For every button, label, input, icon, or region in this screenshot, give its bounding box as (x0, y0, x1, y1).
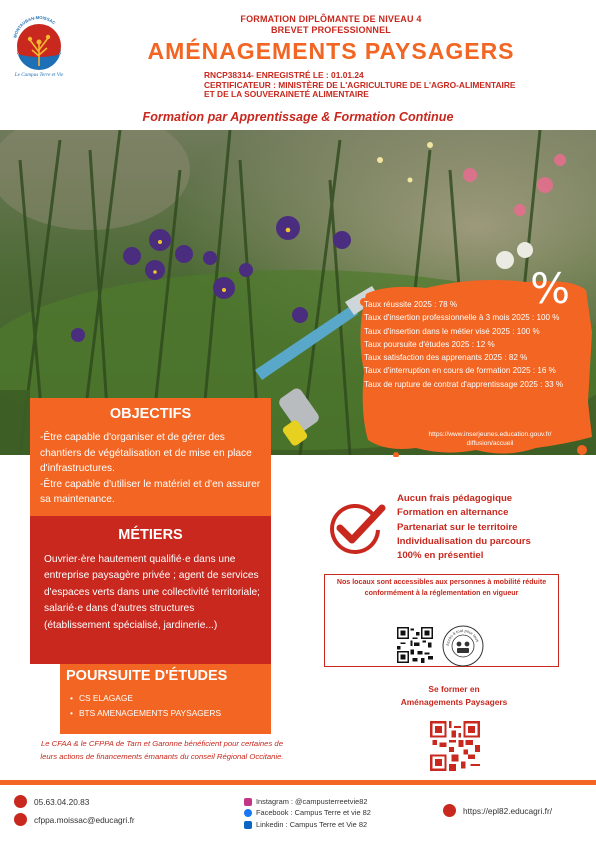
instagram-icon (244, 798, 252, 806)
logo-arc-text: MONTAUBAN-MOISSAC (12, 14, 57, 39)
poursuite-section (60, 664, 271, 734)
stats-list (364, 298, 590, 391)
phone-contact[interactable] (14, 795, 89, 808)
stats-panel (356, 264, 592, 457)
certificateur-line-1: CERTIFICATEUR : MINISTÈRE DE L'AGRICULTURE DE L'AGRO-ALIMENTAIRE (204, 79, 516, 90)
logo-bottom-text: Le Campus Terre et Vie (14, 72, 64, 78)
qr-code-icon[interactable] (397, 627, 433, 663)
level-line-1: FORMATION DIPLÔMANTE DE NIVEAU 4 (240, 14, 422, 24)
funding-note-line-1: Le CFAA & le CFPPA de Tarn et Garonne bénéficient pour certaines de (40, 739, 283, 748)
feature-item: Partenariat sur le territoire (397, 521, 518, 533)
header (96, 14, 566, 65)
metiers-section (30, 516, 271, 664)
subtitle: Formation par Apprentissage & Formation Continue (142, 110, 454, 124)
certificateur-line-2: ET DE LA SOUVERAINETÉ ALIMENTAIRE (204, 89, 369, 100)
inserjeunes-link[interactable] (390, 430, 590, 448)
facebook-handle: Facebook : Campus Terre et vie 82 (256, 808, 371, 818)
inserjeunes-link-line-2: diffusion/accueil (466, 440, 514, 447)
globe-icon (443, 804, 456, 817)
footer-divider (0, 780, 596, 785)
poursuite-item: • CS ELAGAGE (70, 691, 271, 706)
inserjeunes-link-line-1: https://www.inserjeunes.education.gouv.fr/ (428, 431, 552, 438)
page-title: AMÉNAGEMENTS PAYSAGERS (147, 38, 515, 64)
feature-item: Aucun frais pédagogique (397, 493, 513, 504)
feature-item: 100% en présentiel (397, 550, 484, 562)
facebook-icon (244, 809, 252, 817)
level-line-2: BREVET PROFESSIONNEL (270, 25, 391, 35)
linkedin-link[interactable] (244, 819, 371, 830)
accessibility-seal-icon (442, 625, 484, 667)
feature-item: Individualisation du parcours (397, 535, 531, 547)
stat-item: Taux poursuite d'études 2025 : 12 % (364, 339, 495, 349)
seal-text: Accès à tout pour tous (444, 627, 481, 647)
poursuite-item: • BTS AMENAGEMENTS PAYSAGERS (70, 706, 271, 721)
accessibility-box (324, 574, 559, 667)
social-links (244, 796, 371, 830)
metiers-text: Ouvrier·ère hautement qualifié·e dans une entreprise paysagère privée ; agent de services d'espaces verts dans une collectivité territoriale; salarié·e dans d'autres structures (établissement spécialisé, jardinerie...) (44, 554, 260, 631)
stat-item: Taux d'insertion dans le métier visé 2025 : 100 % (364, 326, 540, 336)
instagram-link[interactable] (244, 796, 371, 807)
email-address: cfppa.moissac@educagri.fr (34, 814, 135, 825)
metiers-title: MÉTIERS (118, 527, 183, 543)
se-former-caption (364, 683, 544, 709)
funding-note (6, 738, 318, 763)
se-former-line-1: Se former en (428, 684, 480, 694)
features-list (397, 492, 587, 563)
poursuite-title: POURSUITE D'ÉTUDES (66, 668, 228, 684)
linkedin-handle: Linkedin : Campus Terre et Vie 82 (256, 819, 368, 829)
funding-note-line-2: leurs actions de financements émanants du conseil Régional Occitanie. (40, 751, 284, 761)
facebook-link[interactable] (244, 807, 371, 818)
phone-number: 05.63.04.20.83 (34, 796, 90, 807)
feature-item: Formation en alternance (397, 507, 509, 519)
objectifs-section (30, 398, 271, 516)
stat-item: Taux de rupture de contrat d'apprentissage 2025 : 33 % (364, 379, 564, 389)
objectifs-text-2: -Être capable d'utiliser le matériel et d'en assurer sa maintenance. (40, 478, 261, 506)
poursuite-list (60, 684, 271, 720)
email-icon (14, 813, 27, 826)
instagram-handle: Instagram : @campusterreetvie82 (256, 797, 368, 806)
campus-terre-et-vie-logo (6, 8, 72, 78)
rncp-line: RNCP38314- ENREGISTRÉ LE : 01.01.24 (204, 70, 364, 80)
qr-code-icon[interactable] (430, 721, 480, 771)
checkmark-icon (324, 502, 386, 554)
accessibility-text: Nos locaux sont accessibles aux personnes à mobilité réduite conformément à la réglementation en vigueur (336, 578, 547, 597)
se-former-line-2: Aménagements Paysagers (400, 696, 508, 707)
stat-item: Taux satisfaction des apprenants 2025 : 82 % (364, 353, 528, 363)
stat-item: Taux d'insertion professionnelle à 3 mois 2025 : 100 % (364, 313, 560, 323)
email-contact[interactable] (14, 813, 135, 826)
linkedin-icon (244, 821, 252, 829)
objectifs-title: OBJECTIFS (109, 406, 192, 422)
phone-icon (14, 795, 27, 808)
website-url: https://epl82.educagri.fr/ (463, 805, 553, 816)
website-link[interactable] (443, 804, 552, 817)
stat-item: Taux réussite 2025 : 78 % (364, 300, 458, 309)
stat-item: Taux d'interruption en cours de formation 2025 : 16 % (364, 366, 556, 376)
objectifs-text-1: -Être capable d'organiser et de gérer des chantiers de végétalisation et de mise en place d'infrastructures. (40, 432, 252, 475)
percent-icon: % (530, 264, 570, 313)
certification-info (204, 71, 524, 100)
